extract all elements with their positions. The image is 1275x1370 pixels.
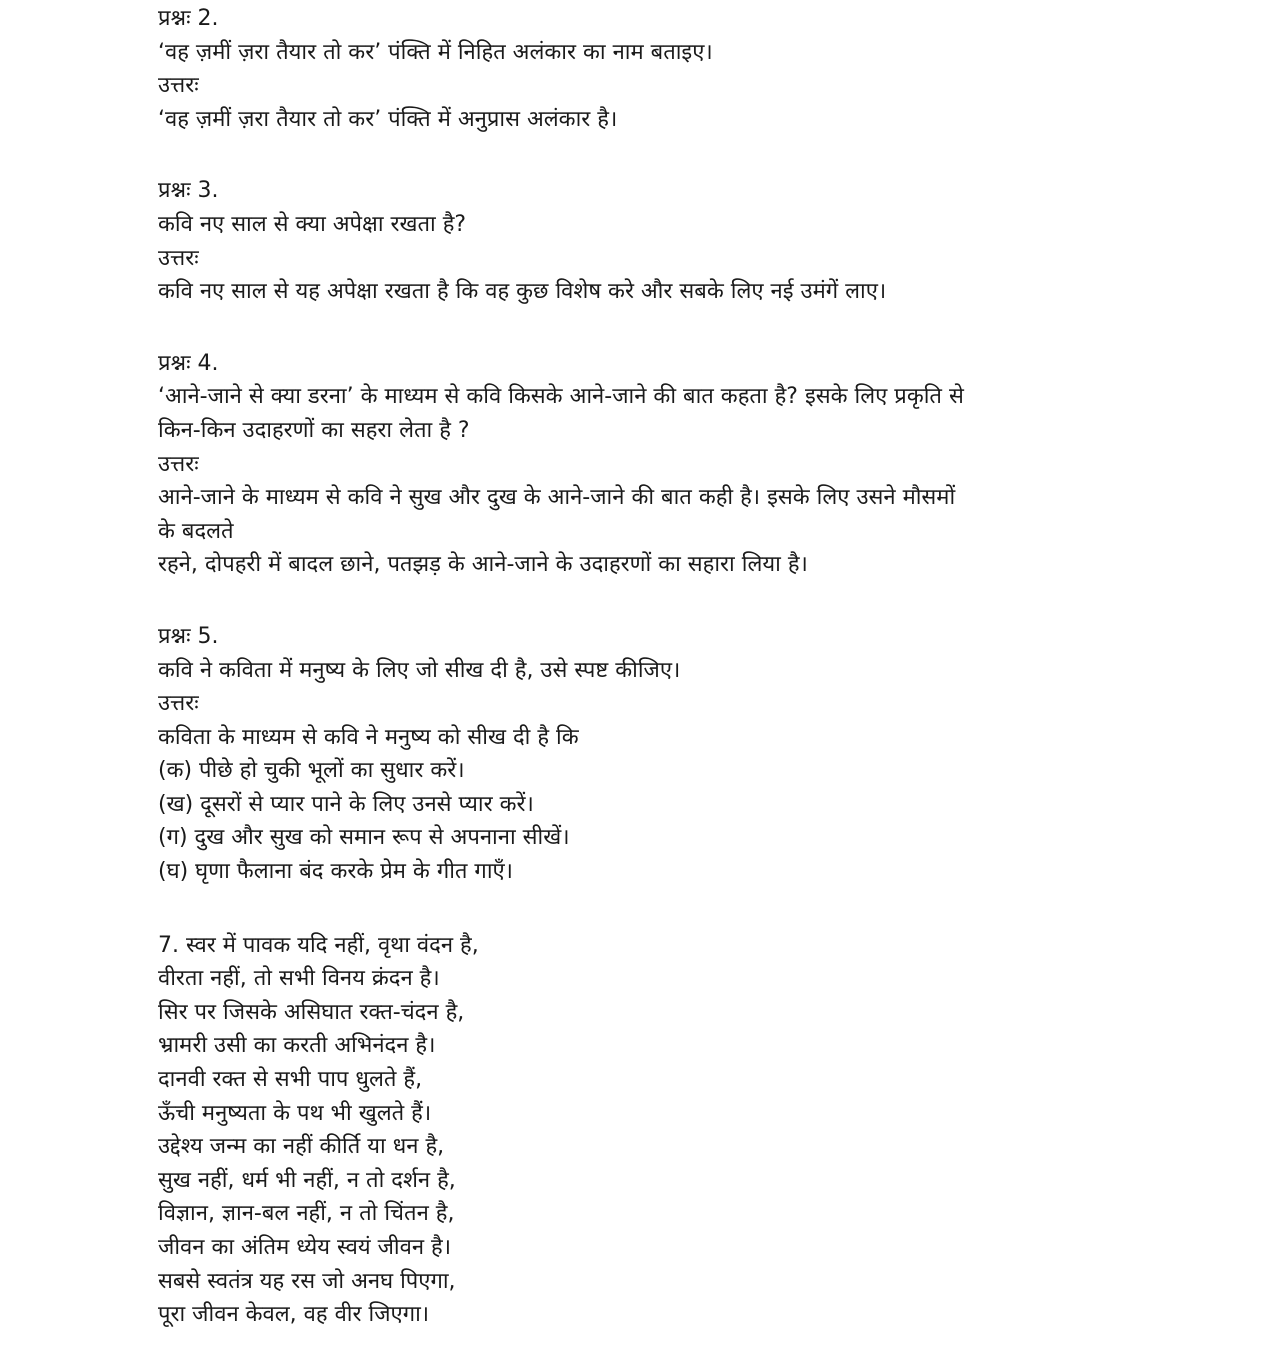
question-label: प्रश्नः 2.: [158, 6, 219, 31]
poem-line: 7. स्वर में पावक यदि नहीं, वृथा वंदन है,: [158, 932, 479, 958]
question-5: [158, 620, 1138, 889]
question-text: किन-किन उदाहरणों का सहरा लेता है ?: [158, 417, 470, 443]
section-spacer: [158, 889, 1138, 929]
question-text: कवि नए साल से क्या अपेक्षा रखता है?: [158, 211, 467, 237]
section-spacer: [158, 582, 1138, 620]
answer-point: (क) पीछे हो चुकी भूलों का सुधार करें।: [158, 758, 465, 784]
question-text: कवि ने कविता में मनुष्य के लिए जो सीख दी है, उसे स्पष्ट कीजिए।: [158, 657, 681, 683]
question-text: ‘आने-जाने से क्या डरना’ के माध्यम से कवि किसके आने-जाने की बात कहता है? इसके लिए प्रकृति से: [158, 384, 964, 410]
section-spacer: [158, 136, 1138, 174]
answer-text: रहने, दोपहरी में बादल छाने, पतझड़ के आने-जाने के उदाहरणों का सहारा लिया है।: [158, 552, 808, 578]
question-label: प्रश्नः 5.: [158, 623, 219, 649]
answer-text: ‘वह ज़मीं ज़रा तैयार तो कर’ पंक्ति में अनुप्रास अलंकार है।: [158, 106, 618, 132]
poem-line: सिर पर जिसके असिघात रक्त-चंदन है,: [158, 999, 465, 1025]
poem-line: दानवी रक्त से सभी पाप धुलते हैं,: [158, 1067, 423, 1093]
poem-line: सुख नहीं, धर्म भी नहीं, न तो दर्शन है,: [158, 1167, 456, 1193]
answer-label: उत्तरः: [158, 451, 199, 477]
question-text: ‘वह ज़मीं ज़रा तैयार तो कर’ पंक्ति में निहित अलंकार का नाम बताइए।: [158, 39, 713, 65]
poem-line: उद्देश्य जन्म का नहीं कीर्ति या धन है,: [158, 1134, 445, 1160]
question-2: [158, 2, 1138, 136]
poem-line: जीवन का अंतिम ध्येय स्वयं जीवन है।: [158, 1235, 452, 1260]
question-4: [158, 347, 1138, 582]
answer-text: आने-जाने के माध्यम से कवि ने सुख और दुख के आने-जाने की बात कही है। इसके लिए उसने मौसमों: [158, 485, 956, 511]
poem-line: पूरा जीवन केवल, वह वीर जिएगा।: [158, 1302, 430, 1328]
poem-line: ऊँची मनुष्यता के पथ भी खुलते हैं।: [158, 1100, 432, 1126]
poem-line: भ्रामरी उसी का करती अभिनंदन है।: [158, 1033, 436, 1059]
answer-label: उत्तरः: [158, 245, 199, 271]
poem-stanza: [158, 929, 1138, 1332]
question-3: [158, 174, 1138, 308]
answer-label: उत्तरः: [158, 691, 199, 717]
answer-point: (ग) दुख और सुख को समान रूप से अपनाना सीखें।: [158, 825, 570, 851]
document-page: [158, 2, 1138, 1332]
question-label: प्रश्नः 3.: [158, 178, 219, 204]
poem-line: सबसे स्वतंत्र यह रस जो अनघ पिएगा,: [158, 1268, 456, 1294]
answer-label: उत्तरः: [158, 73, 199, 99]
poem-line: वीरता नहीं, तो सभी विनय क्रंदन है।: [158, 966, 440, 992]
answer-point: (ख) दूसरों से प्यार पाने के लिए उनसे प्यार करें।: [158, 791, 534, 817]
answer-intro: कविता के माध्यम से कवि ने मनुष्य को सीख दी है कि: [158, 724, 579, 750]
question-label: प्रश्नः 4.: [158, 350, 219, 376]
answer-point: (घ) घृणा फैलाना बंद करके प्रेम के गीत गाएँ।: [158, 859, 514, 885]
section-spacer: [158, 309, 1138, 347]
poem-line: विज्ञान, ज्ञान-बल नहीं, न तो चिंतन है,: [158, 1201, 455, 1227]
answer-text: के बदलते: [158, 518, 234, 544]
answer-text: कवि नए साल से यह अपेक्षा रखता है कि वह कुछ विशेष करे और सबके लिए नई उमंगें लाए।: [158, 279, 887, 305]
